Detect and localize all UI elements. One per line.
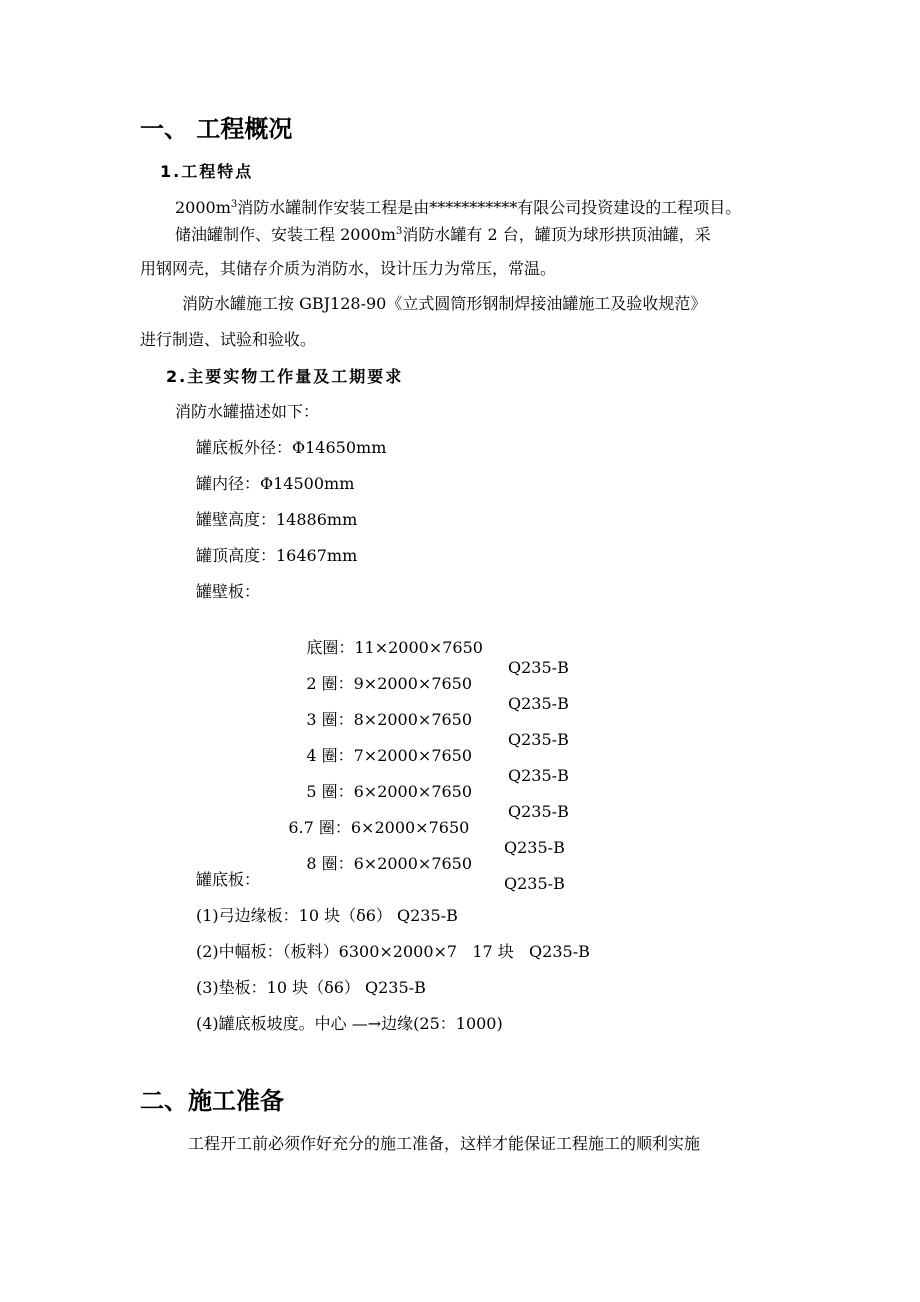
section2-paragraph: 工程开工前必须作好充分的施工准备，这样才能保证工程施工的顺利实施 (188, 1134, 701, 1153)
tank-description-intro: 消防水罐描述如下： (175, 402, 320, 421)
paragraph-3-line2: 进行制造、试验和验收。 (140, 330, 317, 349)
bottom-plate-item: (1)弓边缘板：10 块（δ6） Q235-B (196, 906, 458, 925)
ring-material: Q235-B (508, 694, 569, 713)
spec-wall-height: 罐壁高度：14886mm (196, 510, 358, 529)
ring-row (286, 834, 586, 914)
spec-bottom-diameter: 罐底板外径：Φ14650mm (196, 438, 387, 457)
ring-spec: 5 圈：6×2000×7650 (306, 782, 473, 801)
ring-material: Q235-B (508, 802, 569, 821)
ring-material: Q235-B (508, 766, 569, 785)
ring-material: Q235-B (504, 838, 565, 857)
subsection1-title: 1.工程特点 (160, 162, 254, 181)
paragraph-3-line1: 消防水罐施工按 GBJ128-90《立式圆筒形钢制焊接油罐施工及验收规范》 (182, 294, 707, 313)
bottom-plate-title: 罐底板： (196, 870, 261, 889)
ring-spec: 8 圈：6×2000×7650 (306, 854, 473, 873)
subsection2-title: 2.主要实物工作量及工期要求 (166, 367, 404, 386)
spec-wall-plate-title: 罐壁板： (196, 582, 261, 601)
section2-title: 二、施工准备 (140, 1087, 284, 1115)
ring-material: Q235-B (508, 658, 569, 677)
spec-roof-height: 罐顶高度：16467mm (196, 546, 358, 565)
ring-spec: 3 圈：8×2000×7650 (306, 710, 473, 729)
paragraph-2-line1: 储油罐制作、安装工程 $2000m^3$消防水罐有 2 台，罐顶为球形拱顶油罐，采 (175, 225, 711, 244)
ring-spec: 6.7 圈：6×2000×7650 (288, 818, 470, 837)
bottom-plate-item: (4)罐底板坡度。中心 —→边缘(25：1000) (196, 1014, 503, 1033)
ring-material: Q235-B (508, 730, 569, 749)
bottom-plate-item: (2)中幅板：（板料）6300×2000×7 17 块 Q235-B (196, 942, 590, 961)
ring-spec: 2 圈：9×2000×7650 (306, 674, 473, 693)
bottom-plate-item: (3)垫板：10 块（δ6） Q235-B (196, 978, 426, 997)
ring-spec: 4 圈：7×2000×7650 (306, 746, 473, 765)
ring-spec: 底圈：11×2000×7650 (306, 638, 483, 657)
paragraph-2-line2: 用钢网壳，其储存介质为消防水，设计压力为常压，常温。 (140, 259, 557, 278)
paragraph-1: $2000m^3$消防水罐制作安装工程是由***********有限公司投资建设的工程项目。 (175, 198, 742, 217)
spec-inner-diameter: 罐内径：Φ14500mm (196, 474, 355, 493)
section1-title: 一、 工程概况 (140, 115, 293, 143)
ring-material: Q235-B (504, 874, 565, 893)
